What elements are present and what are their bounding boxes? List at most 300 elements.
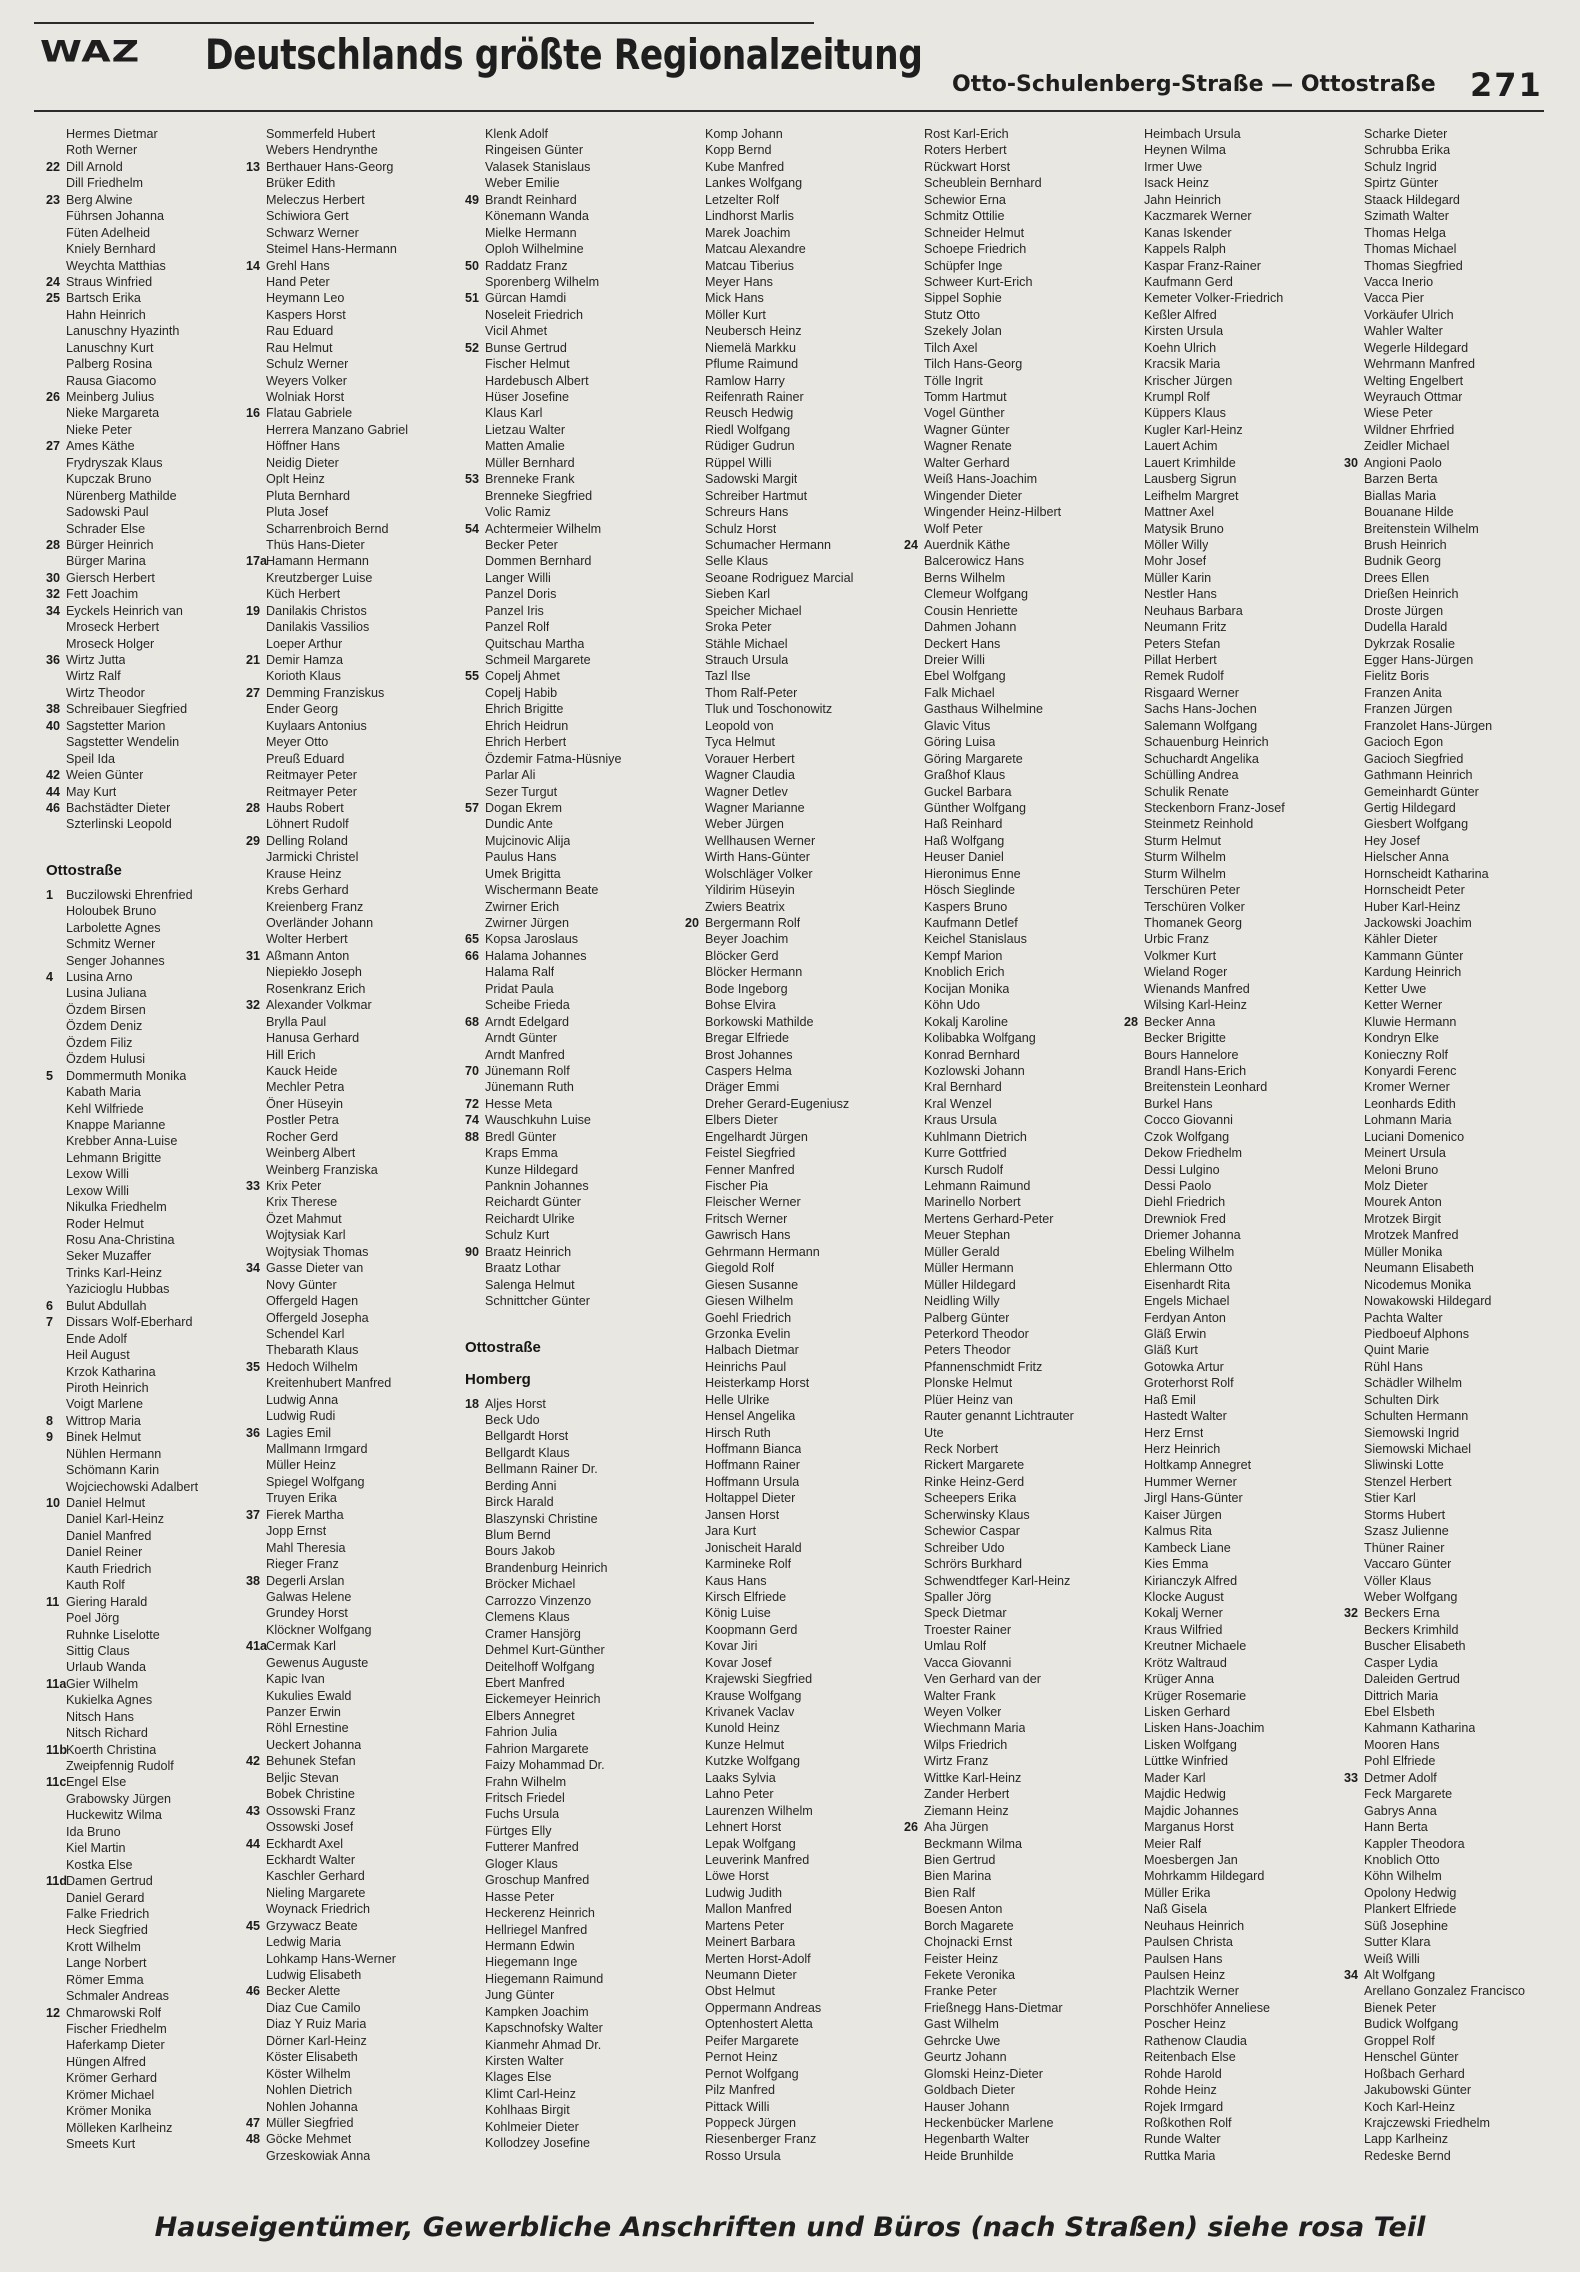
resident-name: Klaus Karl <box>485 406 543 421</box>
directory-entry <box>465 2004 677 2020</box>
resident-name: Berthauer Hans-Georg <box>266 159 394 174</box>
directory-entry <box>685 1540 897 1556</box>
house-number <box>685 849 705 865</box>
directory-entry <box>685 455 897 471</box>
resident-name: Lehmann Raimund <box>924 1179 1031 1193</box>
resident-name: Gertig Hildegard <box>1364 800 1456 815</box>
directory-entry <box>685 1244 897 1260</box>
house-number <box>1344 1014 1364 1030</box>
directory-entry <box>1124 1211 1336 1227</box>
directory-entry <box>46 816 258 832</box>
directory-entry <box>685 1983 897 1999</box>
resident-name: Nestler Hans <box>1144 587 1217 602</box>
directory-entry <box>685 1441 897 1457</box>
house-number <box>1344 1227 1364 1243</box>
directory-entry <box>1124 1967 1336 1983</box>
directory-entry <box>246 422 458 438</box>
resident-name: Wilps Friedrich <box>924 1737 1008 1752</box>
house-number <box>904 1129 924 1145</box>
directory-entry <box>1344 948 1556 964</box>
resident-name: Steimel Hans-Hermann <box>266 242 397 257</box>
directory-entry <box>685 652 897 668</box>
house-number <box>904 1605 924 1621</box>
resident-name: Sturm Wilhelm <box>1144 866 1226 881</box>
house-number <box>1124 1326 1144 1342</box>
directory-entry <box>1124 258 1336 274</box>
resident-name: Fritsch Friedel <box>485 1791 565 1805</box>
resident-name: Zwirner Jürgen <box>485 916 569 930</box>
directory-entry <box>685 1359 897 1375</box>
resident-name: Ender Georg <box>266 702 339 717</box>
directory-entry <box>46 1248 258 1264</box>
house-number <box>685 1983 705 1999</box>
directory-entry <box>1124 1737 1336 1753</box>
resident-name: Tazl Ilse <box>705 669 751 684</box>
resident-name: Arellano Gonzalez Francisco <box>1364 1984 1525 1999</box>
resident-name: Plonske Helmut <box>924 1376 1013 1391</box>
house-number <box>246 1868 266 1884</box>
resident-name: Wirtz Jutta <box>66 653 126 667</box>
directory-entry <box>46 553 258 569</box>
resident-name: Nitsch Richard <box>66 1726 148 1741</box>
resident-name: Auerdnik Käthe <box>924 537 1011 552</box>
resident-name: Naß Gisela <box>1144 1902 1207 1917</box>
house-number <box>46 405 66 421</box>
house-number <box>246 1901 266 1917</box>
resident-name: Hoffmann Bianca <box>705 1442 802 1456</box>
resident-name: Optenhostert Aletta <box>705 2017 813 2032</box>
resident-name: Demming Franziskus <box>266 685 385 700</box>
directory-entry <box>685 931 897 947</box>
directory-entry <box>465 1412 677 1428</box>
directory-entry <box>46 1380 258 1396</box>
directory-entry <box>246 2016 458 2032</box>
resident-name: Feck Margarete <box>1364 1787 1453 1802</box>
resident-name: Weyers Volker <box>266 373 347 388</box>
house-number <box>1124 668 1144 684</box>
directory-entry <box>465 159 677 175</box>
house-number: 44 <box>46 784 61 799</box>
house-number <box>465 1461 485 1477</box>
directory-entry <box>465 1478 677 1494</box>
resident-name: Kaspers Bruno <box>924 899 1008 914</box>
resident-name: Alexander Volkmar <box>266 998 372 1013</box>
directory-entry <box>1124 964 1336 980</box>
resident-name: Eckhardt Walter <box>266 1852 356 1867</box>
directory-entry <box>46 2054 258 2070</box>
house-number: 6 <box>46 1298 54 1313</box>
directory-entry <box>685 1375 897 1391</box>
directory-entry <box>904 1310 1116 1326</box>
directory-entry <box>1124 1063 1336 1079</box>
resident-name: Rauter genannt Lichtrauter <box>924 1409 1074 1424</box>
house-number: 11d <box>46 1874 68 1889</box>
directory-entry <box>246 1638 458 1654</box>
house-number <box>1124 1260 1144 1276</box>
directory-entry <box>1124 2148 1336 2164</box>
resident-name: Pluta Josef <box>266 505 329 520</box>
resident-name: Giersch Herbert <box>66 570 155 585</box>
resident-name: Krömer Gerhard <box>66 2071 157 2086</box>
resident-name: Senger Johannes <box>66 953 165 968</box>
house-number: 90 <box>465 1244 480 1259</box>
resident-name: Strauch Ursula <box>705 653 789 667</box>
house-number <box>1124 1852 1144 1868</box>
directory-entry <box>904 1359 1116 1375</box>
resident-name: Hoffmann Ursula <box>705 1474 800 1489</box>
directory-entry <box>904 1951 1116 1967</box>
house-number <box>246 1589 266 1605</box>
house-number <box>1344 1425 1364 1441</box>
directory-entry <box>46 1150 258 1166</box>
house-number <box>465 126 485 142</box>
directory-entry <box>246 1490 458 1506</box>
house-number <box>1344 1490 1364 1506</box>
house-number: 22 <box>46 159 61 174</box>
house-number <box>46 985 66 1001</box>
house-number <box>685 1392 705 1408</box>
directory-entry <box>1124 1638 1336 1654</box>
directory-entry <box>904 225 1116 241</box>
house-number <box>1124 1408 1144 1424</box>
directory-entry <box>246 1573 458 1589</box>
house-number <box>1344 1786 1364 1802</box>
resident-name: Kracsik Maria <box>1144 357 1221 372</box>
resident-name: Schrader Else <box>66 521 146 536</box>
resident-name: Rickert Margarete <box>924 1458 1025 1473</box>
directory-entry <box>685 2115 897 2131</box>
house-number <box>246 1079 266 1095</box>
resident-name: Lexow Willi <box>66 1167 129 1182</box>
resident-name: Ende Adolf <box>66 1331 127 1346</box>
directory-entry <box>1344 1441 1556 1457</box>
resident-name: Bregar Elfriede <box>705 1031 789 1046</box>
house-number <box>685 1934 705 1950</box>
house-number <box>1344 373 1364 389</box>
resident-name: Roßkothen Rolf <box>1144 2115 1232 2130</box>
house-number <box>1124 1112 1144 1128</box>
directory-entry <box>1344 356 1556 372</box>
house-number: 14 <box>246 258 261 273</box>
resident-name: Trinks Karl-Heinz <box>66 1265 163 1280</box>
directory-entry <box>1124 816 1336 832</box>
house-number <box>685 488 705 504</box>
resident-name: Kapic Ivan <box>266 1672 325 1687</box>
resident-name: Cermak Karl <box>266 1639 336 1654</box>
house-number <box>46 1051 66 1067</box>
directory-entry <box>1124 899 1336 915</box>
directory-entry <box>685 1260 897 1276</box>
resident-name: Keichel Stanislaus <box>924 932 1027 947</box>
directory-entry <box>46 340 258 356</box>
directory-entry <box>246 1671 458 1687</box>
resident-name: Klimt Carl-Heinz <box>485 2086 576 2101</box>
house-number <box>1344 915 1364 931</box>
resident-name: Cramer Hansjörg <box>485 1626 581 1641</box>
resident-name: Kraus Ursula <box>924 1113 997 1128</box>
house-number <box>1124 1983 1144 1999</box>
resident-name: Hummer Werner <box>1144 1474 1237 1489</box>
resident-name: Storms Hubert <box>1364 1507 1446 1522</box>
directory-entry <box>904 553 1116 569</box>
resident-name: Wirtz Theodor <box>66 685 145 700</box>
house-number <box>246 521 266 537</box>
directory-entry <box>465 471 677 487</box>
resident-name: Schmitz Ottilie <box>924 209 1005 224</box>
directory-entry <box>685 1836 897 1852</box>
directory-entry <box>1344 1770 1556 1786</box>
house-number <box>1124 225 1144 241</box>
resident-name: Preuß Eduard <box>266 751 345 766</box>
directory-entry <box>246 1096 458 1112</box>
directory-entry <box>465 1609 677 1625</box>
house-number <box>685 1770 705 1786</box>
resident-name: Heckerenz Heinrich <box>485 1906 595 1921</box>
directory-entry <box>904 816 1116 832</box>
resident-name: Rohde Heinz <box>1144 2083 1217 2098</box>
resident-name: Egger Hans-Jürgen <box>1364 653 1474 667</box>
directory-entry <box>904 2033 1116 2049</box>
resident-name: Wojciechowski Adalbert <box>66 1479 199 1494</box>
directory-entry <box>1344 1063 1556 1079</box>
directory-entry <box>1344 652 1556 668</box>
directory-entry <box>246 1047 458 1063</box>
resident-name: Dessi Lulgino <box>1144 1162 1220 1177</box>
directory-entry <box>46 1610 258 1626</box>
house-number <box>465 734 485 750</box>
directory-entry <box>246 1457 458 1473</box>
directory-entry <box>465 1063 677 1079</box>
resident-name: Gawrisch Hans <box>705 1228 791 1243</box>
resident-name: Mader Karl <box>1144 1770 1206 1785</box>
directory-entry <box>246 1441 458 1457</box>
house-number <box>685 1408 705 1424</box>
resident-name: Rieger Franz <box>266 1557 339 1572</box>
directory-entry <box>246 1342 458 1358</box>
directory-entry <box>1344 833 1556 849</box>
house-number <box>685 258 705 274</box>
directory-entry <box>46 373 258 389</box>
house-number <box>685 2049 705 2065</box>
directory-entry <box>246 438 458 454</box>
house-number: 8 <box>46 1413 54 1428</box>
house-number: 34 <box>1344 1968 1359 1982</box>
resident-name: Giering Harald <box>66 1594 148 1609</box>
directory-entry <box>46 1922 258 1938</box>
house-number <box>46 1265 66 1281</box>
house-number <box>904 2033 924 2049</box>
house-number <box>246 2049 266 2065</box>
directory-entry <box>1124 1392 1336 1408</box>
directory-entry <box>1124 2033 1336 2049</box>
directory-entry <box>1344 1556 1556 1572</box>
house-number: 33 <box>246 1179 261 1193</box>
house-number <box>1344 570 1364 586</box>
house-number <box>46 903 66 919</box>
resident-name: Dundic Ante <box>485 817 553 832</box>
directory-entry <box>246 1030 458 1046</box>
directory-entry <box>1344 290 1556 306</box>
house-number <box>904 652 924 668</box>
resident-name: Köhn Udo <box>924 998 981 1013</box>
house-number <box>246 1622 266 1638</box>
house-number <box>904 521 924 537</box>
resident-name: Schreurs Hans <box>705 505 789 520</box>
directory-entry <box>1344 1901 1556 1917</box>
directory-entry <box>46 1511 258 1527</box>
directory-entry <box>246 882 458 898</box>
directory-entry <box>685 800 897 816</box>
directory-entry <box>685 849 897 865</box>
directory-entry <box>904 488 1116 504</box>
directory-entry <box>904 1244 1116 1260</box>
resident-name: Rocher Gerd <box>266 1129 339 1144</box>
directory-entry <box>1124 1523 1336 1539</box>
resident-name: Rost Karl-Erich <box>924 127 1009 141</box>
directory-entry <box>685 1063 897 1079</box>
resident-name: Thomas Helga <box>1364 225 1446 240</box>
resident-name: Kirsch Elfriede <box>705 1589 787 1604</box>
resident-name: Diehl Friedrich <box>1144 1195 1226 1210</box>
house-number <box>1344 981 1364 997</box>
resident-name: Alt Wolfgang <box>1364 1968 1436 1982</box>
directory-entry <box>246 471 458 487</box>
directory-entry <box>46 1659 258 1675</box>
directory-entry <box>46 1281 258 1297</box>
resident-name: Binek Helmut <box>66 1430 141 1445</box>
house-number <box>685 1655 705 1671</box>
directory-entry <box>1344 800 1556 816</box>
directory-entry <box>465 882 677 898</box>
resident-name: Scharrenbroich Bernd <box>266 521 389 536</box>
house-number <box>1344 274 1364 290</box>
directory-entry <box>465 323 677 339</box>
house-number <box>465 438 485 454</box>
resident-name: Rückwart Horst <box>924 159 1011 174</box>
house-number <box>1344 241 1364 257</box>
resident-name: Kauth Friedrich <box>66 1561 152 1576</box>
house-number <box>465 1527 485 1543</box>
resident-name: Ebeling Wilhelm <box>1144 1244 1235 1259</box>
resident-name: Halama Johannes <box>485 948 587 963</box>
house-number <box>685 1490 705 1506</box>
resident-name: Terschüren Volker <box>1144 899 1245 914</box>
house-number <box>1344 1589 1364 1605</box>
directory-entry <box>465 2020 677 2036</box>
resident-name: Lisken Hans-Joachim <box>1144 1721 1265 1736</box>
house-number: 18 <box>465 1396 480 1411</box>
resident-name: Majdic Hedwig <box>1144 1787 1226 1802</box>
directory-entry <box>1124 225 1336 241</box>
resident-name: Elbers Annegret <box>485 1708 575 1723</box>
resident-name: Jarmicki Christel <box>266 850 359 865</box>
resident-name: Kies Emma <box>1144 1557 1209 1572</box>
resident-name: Copelj Habib <box>485 685 558 700</box>
directory-entry <box>1344 784 1556 800</box>
resident-name: Smeets Kurt <box>66 2137 136 2152</box>
directory-entry <box>685 1342 897 1358</box>
resident-name: Ludwig Rudi <box>266 1409 336 1424</box>
directory-entry <box>904 1967 1116 1983</box>
resident-name: Müller Bernhard <box>485 455 575 470</box>
directory-entry <box>1124 734 1336 750</box>
resident-name: Stenzel Herbert <box>1364 1474 1452 1489</box>
directory-entry <box>46 1199 258 1215</box>
directory-entry <box>246 784 458 800</box>
resident-name: Arndt Edelgard <box>485 1014 570 1029</box>
house-number <box>904 964 924 980</box>
resident-name: Falke Friedrich <box>66 1906 150 1921</box>
directory-entry <box>465 734 677 750</box>
resident-name: Mechler Petra <box>266 1080 345 1095</box>
resident-name: Kambeck Liane <box>1144 1540 1231 1555</box>
resident-name: Daniel Gerard <box>66 1890 145 1905</box>
directory-entry <box>246 1293 458 1309</box>
directory-entry <box>1344 586 1556 602</box>
house-number <box>1344 2099 1364 2115</box>
directory-entry <box>1344 1720 1556 1736</box>
house-number <box>685 586 705 602</box>
house-number <box>1344 997 1364 1013</box>
resident-name: Nohlen Johanna <box>266 2099 358 2114</box>
directory-entry <box>46 619 258 635</box>
resident-name: Tölle Ingrit <box>924 373 983 388</box>
resident-name: Sadowski Margit <box>705 472 798 487</box>
resident-name: Daniel Helmut <box>66 1496 146 1510</box>
resident-name: Hensel Angelika <box>705 1409 796 1424</box>
resident-name: Kraps Emma <box>485 1146 558 1161</box>
resident-name: Vacca Pier <box>1364 291 1424 306</box>
house-number <box>246 1310 266 1326</box>
directory-entry <box>46 1347 258 1363</box>
house-number <box>904 1770 924 1786</box>
street-heading: Ottostraße <box>46 861 122 879</box>
house-number <box>685 1540 705 1556</box>
house-number <box>1344 1211 1364 1227</box>
house-number <box>1344 159 1364 175</box>
directory-entry <box>465 981 677 997</box>
directory-entry <box>1344 2049 1556 2065</box>
directory-entry <box>904 126 1116 142</box>
resident-name: Hoßbach Gerhard <box>1364 2066 1465 2081</box>
directory-entry <box>904 290 1116 306</box>
resident-name: Kiel Martin <box>66 1841 126 1856</box>
resident-name: Neumann Dieter <box>705 1968 797 1982</box>
resident-name: Kral Bernhard <box>924 1080 1002 1095</box>
resident-name: Bours Jakob <box>485 1544 556 1559</box>
house-number <box>904 784 924 800</box>
resident-name: Jansen Horst <box>705 1507 780 1522</box>
directory-entry <box>465 1938 677 1954</box>
resident-name: Günther Wolfgang <box>924 800 1026 815</box>
house-number <box>904 1868 924 1884</box>
resident-name: Quitschau Martha <box>485 636 585 651</box>
resident-name: Clemens Klaus <box>485 1610 570 1625</box>
resident-name: Wagner Marianne <box>705 800 805 815</box>
directory-entry <box>46 1643 258 1659</box>
resident-name: Ketter Uwe <box>1364 981 1427 996</box>
resident-name: Hedoch Wilhelm <box>266 1359 358 1374</box>
resident-name: Zweipfennig Rudolf <box>66 1759 174 1773</box>
directory-entry <box>246 734 458 750</box>
resident-name: Kraus Wilfried <box>1144 1622 1223 1637</box>
house-number <box>1344 2082 1364 2098</box>
resident-name: Mrotzek Manfred <box>1364 1228 1459 1243</box>
house-number <box>1124 1293 1144 1309</box>
house-number <box>46 1035 66 1051</box>
resident-name: Heynen Wilma <box>1144 143 1226 158</box>
house-number <box>1344 2131 1364 2147</box>
